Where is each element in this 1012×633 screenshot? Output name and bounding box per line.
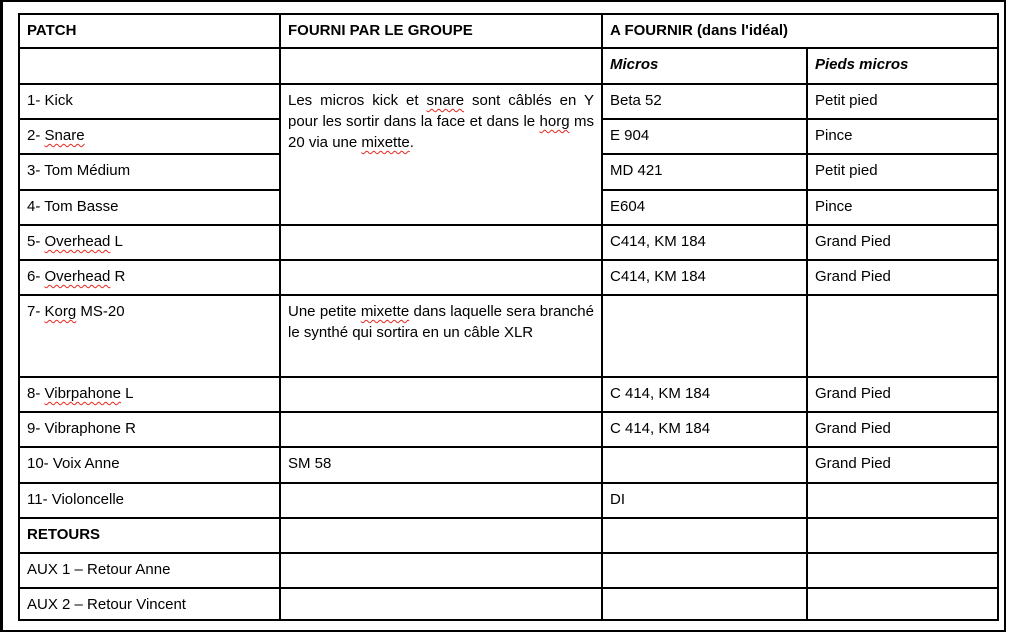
micro-cell [602,295,807,377]
table-row-violoncelle [19,483,998,518]
table-row-retours [19,518,998,553]
text-segment: 5- [27,233,45,250]
fourni-cell [280,518,602,553]
text-segment: Les micros kick et [288,92,427,109]
micro-cell: C414, KM 184 [602,260,807,295]
column-header-a-fournir: A FOURNIR (dans l'idéal) [602,14,998,48]
patch-cell [19,260,280,295]
patch-cell [19,84,280,119]
text-segment: 10- Voix Anne [27,455,120,472]
patch-cell [19,553,280,588]
subheader-row [19,48,998,84]
micro-cell: E 904 [602,119,807,154]
micro-cell: C 414, KM 184 [602,412,807,447]
misspelled-word: snare [426,92,465,109]
patch-cell [19,154,280,190]
fourni-cell [280,225,602,260]
micro-cell: Beta 52 [602,84,807,119]
misspelled-word: mixette [360,303,410,320]
pied-cell: Grand Pied [807,377,998,412]
text-segment: 1- Kick [27,92,73,109]
micro-cell [602,518,807,553]
pied-cell [807,518,998,553]
text-segment: AUX 2 – Retour Vincent [27,596,186,613]
table-row-overhead-r [19,260,998,295]
patch-cell [19,190,280,225]
text-segment: 8- [27,385,45,402]
misspelled-word: mixette [361,134,410,151]
pied-cell: Grand Pied [807,225,998,260]
pied-cell: Petit pied [807,154,998,190]
patch-list-table [18,13,999,621]
patch-cell [19,483,280,518]
text-segment: 3- Tom Médium [27,162,131,179]
patch-cell [19,377,280,412]
empty-cell [280,48,602,84]
pied-cell [807,588,998,620]
pied-cell: Grand Pied [807,260,998,295]
text-segment: dans laquelle sera branché le synthé qui sortira en un câble XLR [288,303,594,341]
patch-cell [19,225,280,260]
fourni-cell [280,260,602,295]
table-row-overhead-l [19,225,998,260]
drums-note-cell [280,84,602,225]
text-segment: MS-20 [76,303,125,320]
fourni-cell [280,553,602,588]
text-segment: 9- Vibraphone R [27,420,136,437]
table-row-kick [19,84,998,119]
section-header-retours [19,518,280,553]
fourni-cell [280,588,602,620]
text-segment: 7- [27,303,45,320]
pied-cell [807,553,998,588]
misspelled-word: Snare [44,127,85,144]
misspelled-word: Korg [44,303,77,320]
table-row-vibraphone-r [19,412,998,447]
micro-cell: DI [602,483,807,518]
misspelled-word: Overhead [44,233,111,250]
subcolumn-header-pieds-micros: Pieds micros [807,48,998,84]
micro-cell [602,447,807,483]
text-segment: RETOURS [27,526,101,543]
text-segment: AUX 1 – Retour Anne [27,561,171,578]
patch-cell [19,295,280,377]
fourni-cell [280,377,602,412]
korg-note-cell [280,295,602,377]
micro-cell [602,588,807,620]
text-segment: ms 20 via une [288,113,594,151]
fourni-cell [280,412,602,447]
text-segment: 4- Tom Basse [27,198,119,215]
text-segment: 6- [27,268,45,285]
text-segment: R [110,268,126,285]
pied-cell [807,483,998,518]
pied-cell [807,295,998,377]
text-segment: sont câblés en Y pour les sortir dans la face et dans le [288,92,594,130]
micro-cell: C 414, KM 184 [602,377,807,412]
fourni-cell: SM 58 [280,447,602,483]
patch-cell [19,412,280,447]
pied-cell: Grand Pied [807,447,998,483]
text-segment: L [120,385,134,402]
table-row-aux1 [19,553,998,588]
text-segment: 11- Violoncelle [27,491,125,508]
table-row-korg-ms20 [19,295,998,377]
micro-cell [602,553,807,588]
table-row-voix-anne [19,447,998,483]
patch-cell [19,119,280,154]
text-segment: Une petite [288,303,361,320]
table-row-aux2 [19,588,998,620]
text-segment: . [409,134,414,151]
text-segment: 2- [27,127,45,144]
pied-cell: Petit pied [807,84,998,119]
misspelled-word: Overhead [44,268,111,285]
column-header-patch: PATCH [19,14,280,48]
column-header-fourni-par-le-groupe: FOURNI PAR LE GROUPE [280,14,602,48]
subcolumn-header-micros: Micros [602,48,807,84]
header-row [19,14,998,48]
pied-cell: Grand Pied [807,412,998,447]
pied-cell: Pince [807,190,998,225]
patch-cell [19,588,280,620]
misspelled-word: Vibrpahone [44,385,121,402]
table-row-vibraphone-l [19,377,998,412]
micro-cell: E604 [602,190,807,225]
fourni-cell [280,483,602,518]
text-segment: L [110,233,123,250]
micro-cell: MD 421 [602,154,807,190]
pied-cell: Pince [807,119,998,154]
patch-cell [19,447,280,483]
micro-cell: C414, KM 184 [602,225,807,260]
misspelled-word: horg [539,113,570,130]
empty-cell [19,48,280,84]
